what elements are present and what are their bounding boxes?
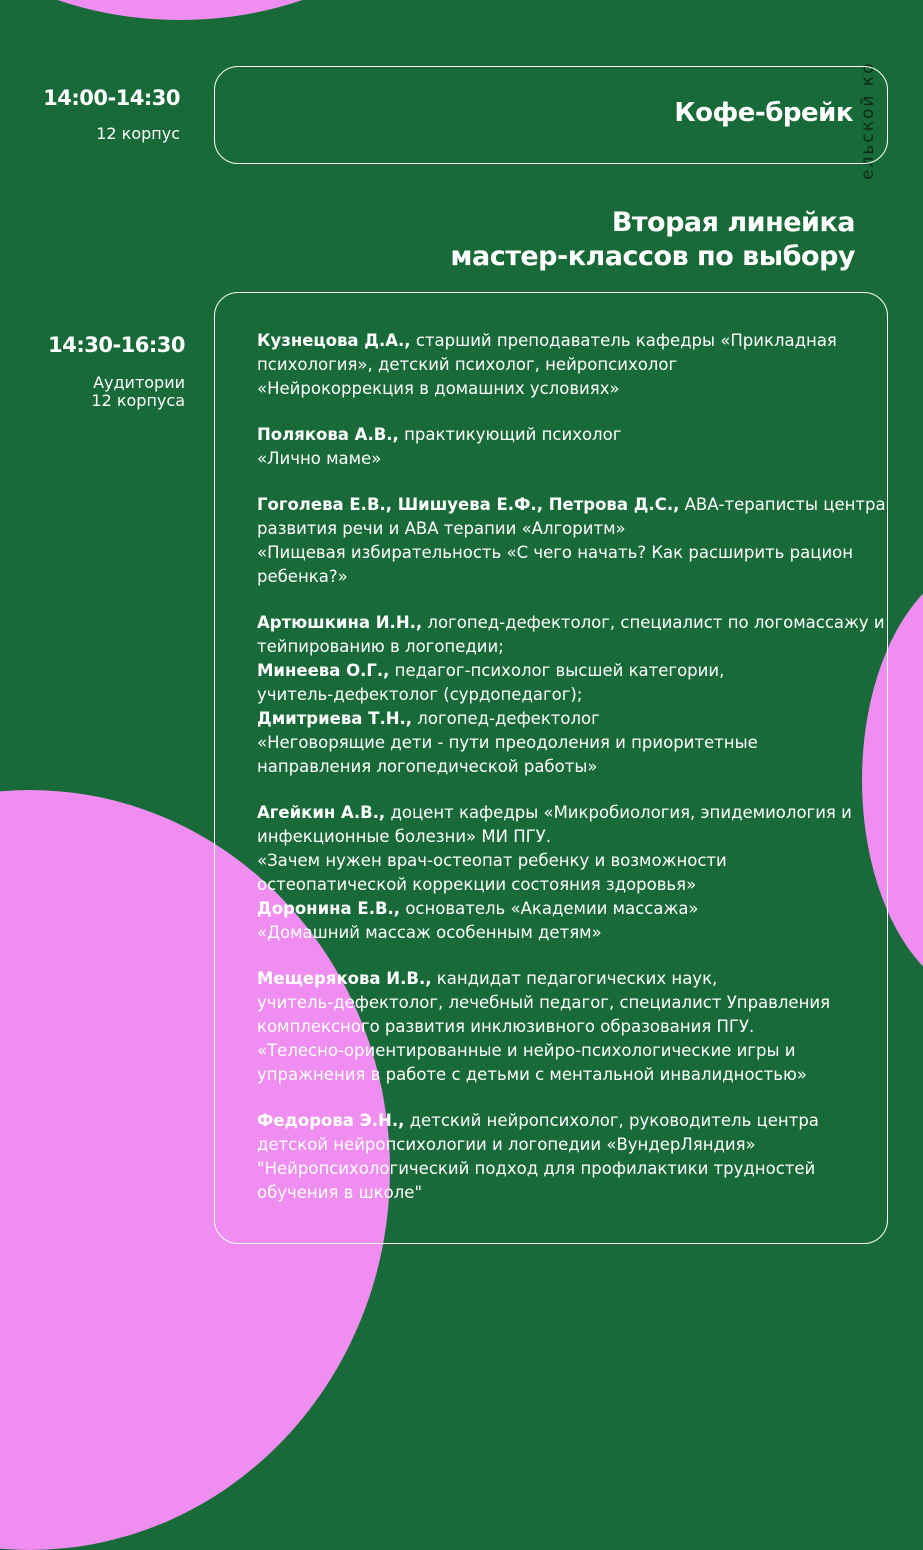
entry-text: «Неговорящие дети - пути преодоления и приоритетные [257, 733, 758, 752]
workshop-entry-line [257, 849, 857, 873]
workshop-entry-line [257, 801, 857, 825]
workshop-entry-line [257, 611, 885, 635]
entry-text: детский нейропсихолог, руководитель центра [404, 1111, 819, 1130]
workshop-entry-line [257, 825, 857, 849]
coffee-box [214, 66, 888, 164]
workshop-entry-line [257, 517, 857, 541]
workshops-heading [350, 206, 855, 274]
workshop-entry-line [257, 967, 857, 991]
workshop-entry-line [257, 1181, 857, 1205]
workshop-entry [257, 423, 857, 471]
speaker-name: Гоголева Е.В., Шишуева Е.Ф., Петрова Д.С., [257, 495, 680, 514]
workshop-entry [257, 801, 857, 945]
speaker-name: Дмитриева Т.Н., [257, 709, 413, 728]
workshop-entry-line [257, 329, 857, 353]
entry-text: ребенка?» [257, 567, 348, 586]
workshops-heading-line2: мастер-классов по выбору [450, 241, 855, 272]
entry-text: логопед-дефектолог [412, 709, 600, 728]
workshops-time: 14:30-16:30 [48, 333, 185, 357]
entry-text: «Телесно-ориентированные и нейро-психологические игры и [257, 1041, 796, 1060]
workshop-entry [257, 329, 857, 401]
entry-text: инфекционные болезни» МИ ПГУ. [257, 827, 551, 846]
entry-text: старший преподаватель кафедры «Прикладная [410, 331, 837, 350]
workshop-entry-line [257, 755, 857, 779]
entry-text: обучения в школе" [257, 1183, 423, 1202]
speaker-name: Кузнецова Д.А., [257, 331, 411, 350]
entry-text: «Нейрокоррекция в домашних условиях» [257, 379, 620, 398]
workshop-entry-line [257, 353, 857, 377]
workshop-entry-line [257, 707, 857, 731]
workshop-entry-line [257, 991, 857, 1015]
workshop-entry [257, 611, 885, 779]
entry-text: «Пищевая избирательность «С чего начать? Как расширить рацион [257, 543, 854, 562]
entry-text: АВА-тераписты центра [679, 495, 886, 514]
workshop-entry-line [257, 1109, 857, 1133]
workshop-entry [257, 967, 857, 1087]
entry-text: основатель «Академии массажа» [400, 899, 699, 918]
workshop-entry-line [257, 447, 857, 471]
workshop-entry-line [257, 565, 857, 589]
decor-vertical-text: ельской ко [858, 61, 878, 180]
workshop-entry-line [257, 493, 886, 517]
workshops-heading-line1: Вторая линейка [611, 207, 855, 238]
workshop-entry-line [257, 423, 857, 447]
speaker-name: Доронина Е.В., [257, 899, 401, 918]
speaker-name: Федорова Э.Н., [257, 1111, 405, 1130]
workshop-entry-line [257, 683, 857, 707]
entry-text: учитель-дефектолог (сурдопедагог); [257, 685, 583, 704]
workshop-entry-line [257, 377, 857, 401]
entry-text: «Домашний массаж особенным детям» [257, 923, 602, 942]
workshop-entry-line [257, 1133, 857, 1157]
entry-text: развития речи и АВА терапии «Алгоритм» [257, 519, 626, 538]
speaker-name: Мещерякова И.В., [257, 969, 432, 988]
speaker-name: Артюшкина И.Н., [257, 613, 423, 632]
entry-text: «Зачем нужен врач-остеопат ребенку и возможности [257, 851, 727, 870]
entry-text: направления логопедической работы» [257, 757, 598, 776]
workshops-place-line1: Аудитории [93, 373, 185, 392]
entry-text: психология», детский психолог, нейропсихолог [257, 355, 678, 374]
workshop-entry [257, 493, 886, 589]
entry-text: практикующий психолог [398, 425, 622, 444]
workshop-entry-line [257, 1063, 857, 1087]
workshop-entry-line [257, 731, 857, 755]
entry-text: детской нейропсихологии и логопедии «ВундерЛяндия» [257, 1135, 756, 1154]
coffee-title: Кофе-брейк [674, 98, 853, 128]
workshop-entry-line [257, 921, 857, 945]
entry-text: доцент кафедры «Микробиология, эпидемиология и [385, 803, 852, 822]
speaker-name: Минеева О.Г., [257, 661, 390, 680]
entry-text: комплексного развития инклюзивного образования ПГУ. [257, 1017, 755, 1036]
entry-text: логопед-дефектолог, специалист по логомассажу и [422, 613, 885, 632]
workshop-entry [257, 1109, 857, 1205]
coffee-time: 14:00-14:30 [43, 86, 180, 110]
entry-text: тейпированию в логопедии; [257, 637, 504, 656]
entry-text: упражнения в работе с детьми с ментальной инвалидностью» [257, 1065, 807, 1084]
workshop-entry-line [257, 541, 857, 565]
entry-text: остеопатической коррекции состояния здоровья» [257, 875, 697, 894]
workshop-list [257, 329, 886, 1227]
speaker-name: Полякова А.В., [257, 425, 399, 444]
entry-text: педагог-психолог высшей категории, [389, 661, 725, 680]
decor-blob-top [0, 0, 440, 20]
workshop-entry-line [257, 873, 857, 897]
coffee-place: 12 корпус [96, 124, 180, 143]
speaker-name: Агейкин А.В., [257, 803, 386, 822]
workshop-entry-line [257, 659, 857, 683]
workshop-entry-line [257, 1039, 857, 1063]
workshop-entry-line [257, 1157, 857, 1181]
workshops-place-line2: 12 корпуса [91, 391, 185, 410]
workshops-place [20, 374, 185, 410]
workshop-entry-line [257, 1015, 857, 1039]
entry-text: "Нейропсихологический подход для профилактики трудностей [257, 1159, 816, 1178]
entry-text: «Лично маме» [257, 449, 382, 468]
workshop-entry-line [257, 897, 857, 921]
entry-text: кандидат педагогических наук, [431, 969, 718, 988]
workshop-entry-line [257, 635, 857, 659]
entry-text: учитель-дефектолог, лечебный педагог, специалист Управления [257, 993, 831, 1012]
